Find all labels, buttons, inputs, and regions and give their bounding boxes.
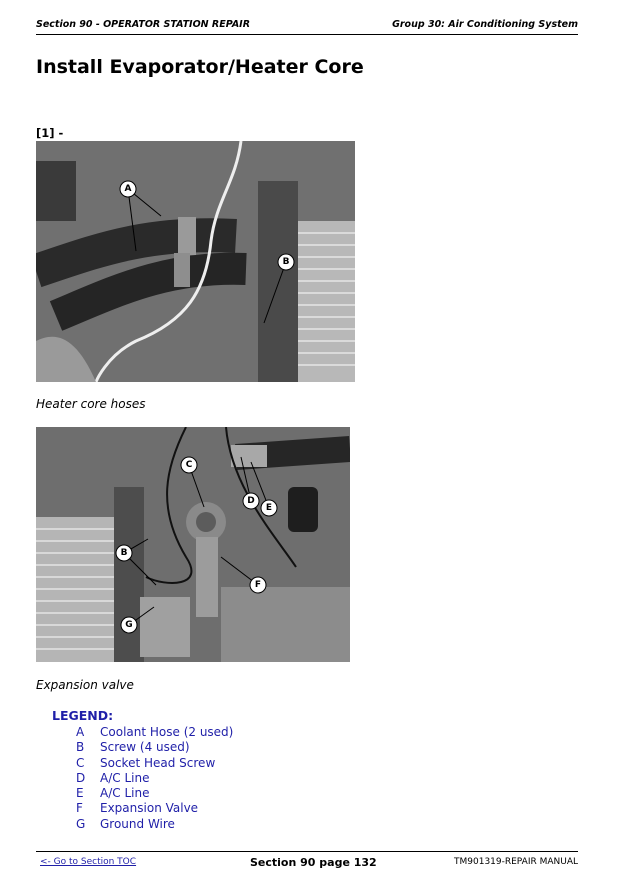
legend-key: D <box>76 770 86 785</box>
legend-item <box>76 725 233 740</box>
page-title: Install Evaporator/Heater Core <box>36 56 364 78</box>
callout-g <box>121 617 137 633</box>
svg-text:B: B <box>282 257 290 267</box>
heater-core-fins <box>298 221 355 382</box>
svg-text:G: G <box>125 620 133 630</box>
legend-text: A/C Line <box>100 786 150 801</box>
legend-text: Expansion Valve <box>100 801 199 816</box>
callout-a <box>120 181 136 197</box>
legend-item <box>76 786 233 801</box>
caption-expansion-valve: Expansion valve <box>36 678 134 692</box>
legend-item <box>76 740 233 755</box>
manual-id: TM901319-REPAIR MANUAL <box>454 857 578 867</box>
svg-text:C: C <box>185 460 193 470</box>
header-group: Group 30: Air Conditioning System <box>392 19 578 30</box>
header-section: Section 90 - OPERATOR STATION REPAIR <box>36 19 251 30</box>
svg-text:F: F <box>254 580 262 590</box>
callout-c <box>181 457 197 473</box>
callout-e <box>261 500 277 516</box>
svg-text:B: B <box>120 548 128 558</box>
legend-title: LEGEND: <box>52 708 114 723</box>
expansion-valve-photo <box>36 427 350 662</box>
legend-key: A <box>76 725 85 739</box>
legend-text: Socket Head Screw <box>100 755 216 770</box>
legend-text: Ground Wire <box>100 816 175 831</box>
legend-key: C <box>76 755 85 770</box>
evaporator-fins <box>36 517 116 662</box>
legend-key: B <box>76 740 85 755</box>
header-divider <box>36 34 578 35</box>
flange <box>258 181 298 382</box>
legend-item <box>76 756 233 771</box>
callout-f <box>250 577 266 593</box>
legend-text: A/C Line <box>100 770 150 785</box>
legend-list <box>76 725 233 832</box>
step-number: [1] - <box>36 126 64 140</box>
svg-text:E: E <box>265 503 273 513</box>
svg-text:D: D <box>247 496 255 506</box>
section-toc-link[interactable]: <- Go to Section TOC <box>40 857 137 867</box>
legend-key: G <box>76 816 86 831</box>
callout-d <box>243 493 259 509</box>
caption-heater-core-hoses: Heater core hoses <box>36 397 146 411</box>
legend-item <box>76 801 233 816</box>
legend-key: F <box>76 801 83 816</box>
callout-b <box>278 254 294 270</box>
legend-text: Screw (4 used) <box>100 740 190 755</box>
footer-divider <box>36 851 578 852</box>
page-number: Section 90 page 132 <box>250 856 377 869</box>
svg-text:A: A <box>124 184 132 194</box>
legend-key: E <box>76 786 84 801</box>
legend-item <box>76 817 233 832</box>
legend-item <box>76 771 233 786</box>
legend-text: Coolant Hose (2 used) <box>100 725 234 739</box>
callout-b-valve <box>116 545 132 561</box>
heater-core-photo <box>36 141 355 382</box>
